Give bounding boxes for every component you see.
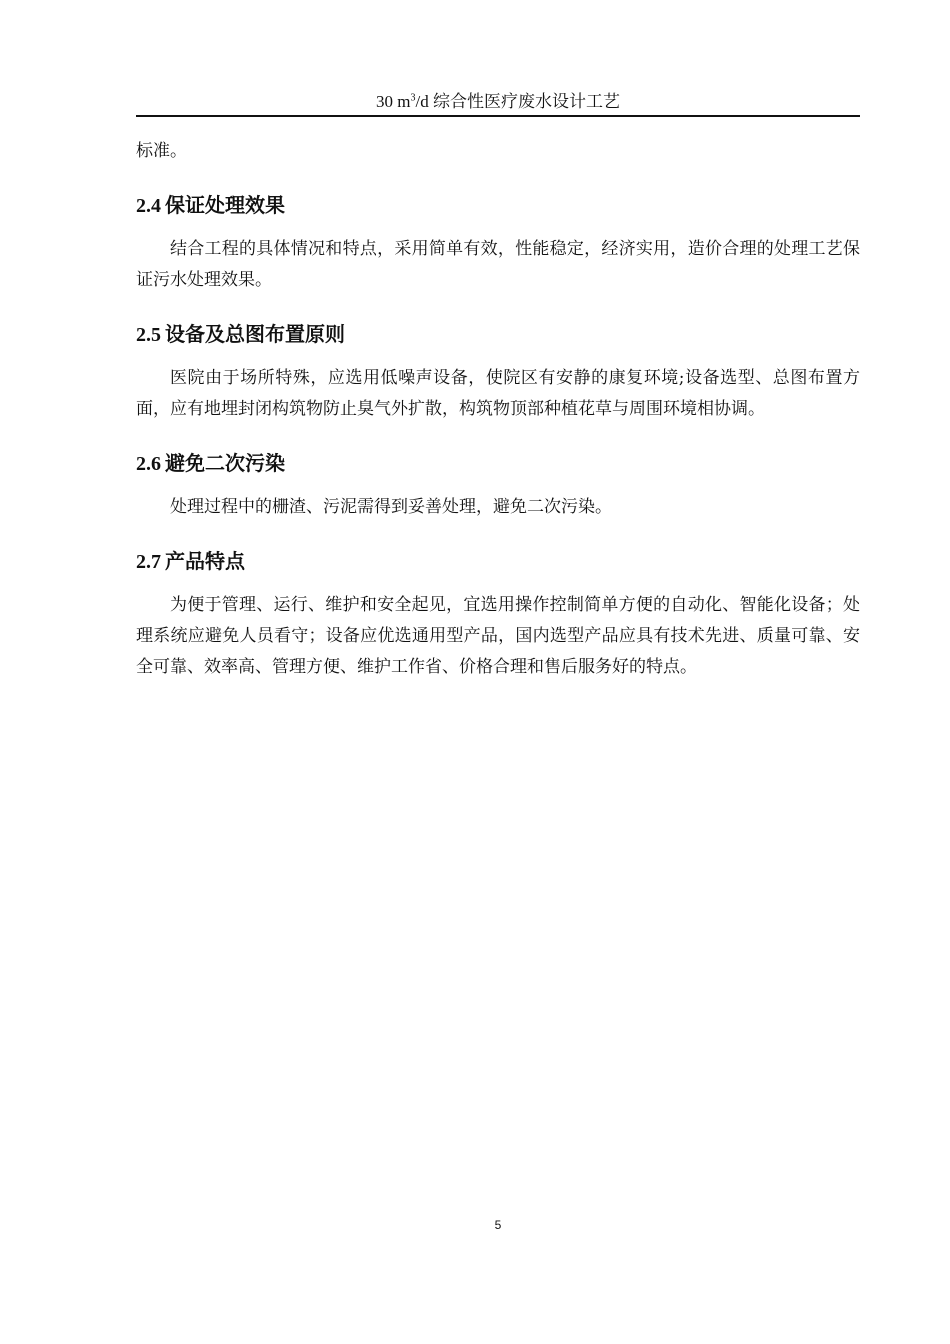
section-body: 为便于管理、运行、维护和安全起见，宜选用操作控制简单方便的自动化、智能化设备；处理系统应避免人员看守；设备应优选通用型产品，国内选型产品应具有技术先进、质量可靠、安全可靠、效率高、管理方便、维护工作省、价格合理和售后服务好的特点。	[136, 595, 860, 677]
section-title: 产品特点	[165, 549, 245, 573]
section-number: 2.6	[136, 453, 161, 475]
page-number: 5	[494, 1218, 502, 1232]
section-heading-2-7	[136, 547, 860, 576]
header-title-suffix: /d 综合性医疗废水设计工艺	[415, 92, 620, 111]
section-title: 避免二次污染	[165, 451, 285, 475]
header-title-prefix: 30 m	[376, 92, 411, 111]
header-title-superscript: 3	[410, 92, 416, 104]
section-body: 医院由于场所特殊，应选用低噪声设备，使院区有安静的康复环境;设备选型、总图布置方面，应有地埋封闭构筑物防止臭气外扩散，构筑物顶部种植花草与周围环境相协调。	[136, 368, 860, 419]
section-heading-2-6	[136, 449, 860, 478]
header-rule	[136, 115, 860, 117]
section-number: 2.4	[136, 195, 161, 217]
section-heading-2-4	[136, 191, 860, 220]
section-heading-2-5	[136, 320, 860, 349]
section-title: 保证处理效果	[165, 193, 285, 217]
section-number: 2.7	[136, 551, 161, 573]
section-body: 结合工程的具体情况和特点，采用简单有效，性能稳定，经济实用，造价合理的处理工艺保证污水处理效果。	[136, 239, 860, 290]
continued-paragraph: 标准。	[136, 141, 187, 161]
running-header	[136, 90, 860, 114]
section-title: 设备及总图布置原则	[165, 322, 345, 346]
section-number: 2.5	[136, 324, 161, 346]
page-body	[136, 136, 860, 683]
section-body: 处理过程中的栅渣、污泥需得到妥善处理，避免二次污染。	[170, 497, 612, 517]
